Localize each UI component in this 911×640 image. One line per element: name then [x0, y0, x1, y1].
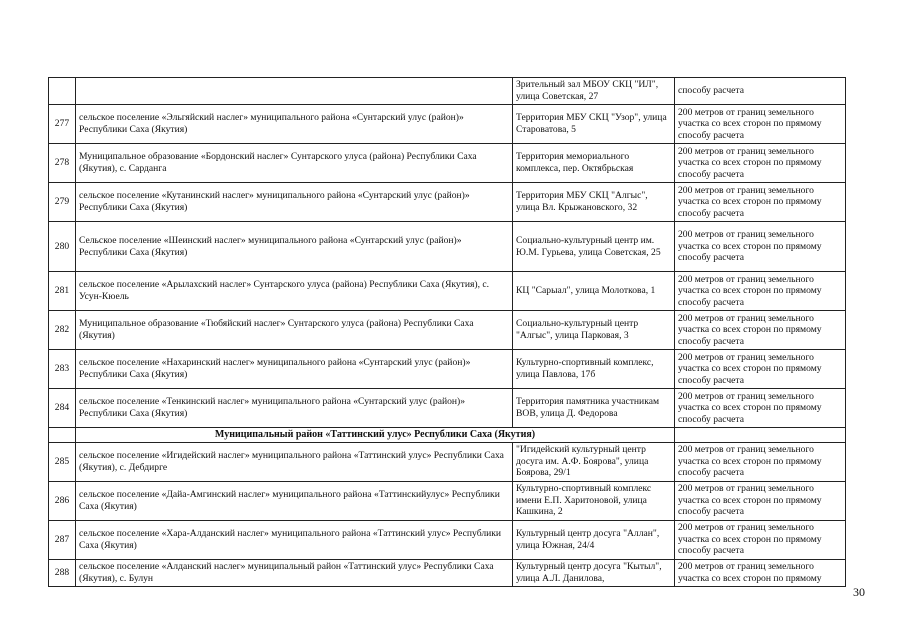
row-number: [49, 78, 76, 105]
municipality-name: сельское поселение «Эльгяйский наслег» муниципального района «Сунтарский улус (район)» Республики Саха (Якутия): [76, 105, 513, 144]
table-row: [49, 350, 846, 389]
table-row: [49, 442, 846, 481]
municipality-name: [76, 78, 513, 105]
distance-rule: 200 метров от границ земельного участка со всех сторон по прямому способу расчета: [675, 350, 846, 389]
venue-address: Территория памятника участникам ВОВ, улица Д. Федорова: [513, 389, 675, 428]
table-row: [49, 78, 846, 105]
section-number-cell: [49, 428, 76, 443]
municipality-name: сельское поселение «Арылахский наслег» Сунтарского улуса (района) Республики Саха (Якутия), с. Усун-Кюель: [76, 272, 513, 311]
table-row: [49, 222, 846, 272]
row-number: 283: [49, 350, 76, 389]
distance-rule: 200 метров от границ земельного участка со всех сторон по прямому способу расчета: [675, 520, 846, 559]
row-number: 278: [49, 144, 76, 183]
section-row: [49, 428, 846, 443]
venue-address: Культурный центр досуга "Кытыл", улица А.Л. Данилова,: [513, 559, 675, 586]
venue-address: КЦ "Сарыал", улица Молоткова, 1: [513, 272, 675, 311]
distance-rule: 200 метров от границ земельного участка со всех сторон по прямому способу расчета: [675, 311, 846, 350]
row-number: 284: [49, 389, 76, 428]
distance-rule: 200 метров от границ земельного участка со всех сторон по прямому способу расчета: [675, 272, 846, 311]
distance-rule: 200 метров от границ земельного участка со всех сторон по прямому: [675, 559, 846, 586]
venue-address: Культурный центр досуга "Аллан", улица Южная, 24/4: [513, 520, 675, 559]
municipality-name: сельское поселение «Хара-Алданский наслег» муниципального района «Таттинский улус» Республики Саха (Якутия): [76, 520, 513, 559]
table-row: [49, 481, 846, 520]
table-row: [49, 183, 846, 222]
municipality-name: сельское поселение «Кутанинский наслег» муниципального района «Сунтарский улус (район)» Республики Саха (Якутия): [76, 183, 513, 222]
venue-address: Культурно-спортивный комплекс имени Е.П. Харитоновой, улица Кашкина, 2: [513, 481, 675, 520]
distance-rule: 200 метров от границ земельного участка со всех сторон по прямому способу расчета: [675, 389, 846, 428]
table-row: [49, 559, 846, 586]
table-row: [49, 144, 846, 183]
row-number: 285: [49, 442, 76, 481]
table-row: [49, 105, 846, 144]
row-number: 277: [49, 105, 76, 144]
row-number: 282: [49, 311, 76, 350]
venue-address: Социально-культурный центр "Алгыс", улица Парковая, 3: [513, 311, 675, 350]
distance-rule: способу расчета: [675, 78, 846, 105]
municipality-name: Сельское поселение «Шеинский наслег» муниципального района «Сунтарский улус (район)» Республики Саха (Якутия): [76, 222, 513, 272]
municipality-name: Муниципальное образование «Тюбяйский наслег» Сунтарского улуса (района) Республики Саха (Якутия): [76, 311, 513, 350]
row-number: 288: [49, 559, 76, 586]
municipality-name: сельское поселение «Алданский наслег» муниципальный район «Таттинский улус» Республики Саха (Якутия), с. Булун: [76, 559, 513, 586]
distance-rule: 200 метров от границ земельного участка со всех сторон по прямому способу расчета: [675, 481, 846, 520]
page-number: 30: [853, 585, 865, 599]
municipality-name: сельское поселение «Нахаринский наслег» муниципального района «Сунтарский улус (район)» Республики Саха (Якутия): [76, 350, 513, 389]
table-body-a: [49, 78, 846, 428]
venue-address: "Игидейский культурный центр досуга им. А.Ф. Боярова", улица Боярова, 29/1: [513, 442, 675, 481]
venue-address: Зрительный зал МБОУ СКЦ "ИЛ", улица Советская, 27: [513, 78, 675, 105]
venue-address: Социально-культурный центр им. Ю.М. Гурьева, улица Советская, 25: [513, 222, 675, 272]
table-body-b: [49, 442, 846, 586]
municipality-name: сельское поселение «Тенкинский наслег» муниципального района «Сунтарский улус (район)» Республики Саха (Якутия): [76, 389, 513, 428]
distance-rule: 200 метров от границ земельного участка со всех сторон по прямому способу расчета: [675, 144, 846, 183]
row-number: 279: [49, 183, 76, 222]
municipality-name: Муниципальное образование «Бордонский наслег» Сунтарского улуса (района) Республики Саха (Якутия), с. Сарданга: [76, 144, 513, 183]
section-title: Муниципальный район «Таттинский улус» Республики Саха (Якутия): [76, 428, 675, 443]
municipality-name: сельское поселение «Дайа-Амгинский наслег» муниципального района «Таттинскийулус» Республики Саха (Якутия): [76, 481, 513, 520]
distance-rule: 200 метров от границ земельного участка со всех сторон по прямому способу расчета: [675, 442, 846, 481]
row-number: 287: [49, 520, 76, 559]
distance-rule: 200 метров от границ земельного участка со всех сторон по прямому способу расчета: [675, 105, 846, 144]
row-number: 281: [49, 272, 76, 311]
table-row: [49, 389, 846, 428]
table-row: [49, 520, 846, 559]
section-header: [49, 428, 846, 443]
venue-address: Территория мемориального комплекса, пер. Октябрьская: [513, 144, 675, 183]
venue-address: Культурно-спортивный комплекс, улица Павлова, 17б: [513, 350, 675, 389]
distance-rule: 200 метров от границ земельного участка со всех сторон по прямому способу расчета: [675, 222, 846, 272]
regulation-table: [48, 77, 846, 587]
section-empty-cell: [675, 428, 846, 443]
table-row: [49, 272, 846, 311]
venue-address: Территория МБУ СКЦ "Узор", улица Староватова, 5: [513, 105, 675, 144]
row-number: 280: [49, 222, 76, 272]
row-number: 286: [49, 481, 76, 520]
venue-address: Территория МБУ СКЦ "Алгыс", улица Вл. Крыжановского, 32: [513, 183, 675, 222]
table-row: [49, 311, 846, 350]
distance-rule: 200 метров от границ земельного участка со всех сторон по прямому способу расчета: [675, 183, 846, 222]
municipality-name: сельское поселение «Игидейский наслег» муниципального района «Таттинский улус» Республики Саха (Якутия), с. Дебдирге: [76, 442, 513, 481]
